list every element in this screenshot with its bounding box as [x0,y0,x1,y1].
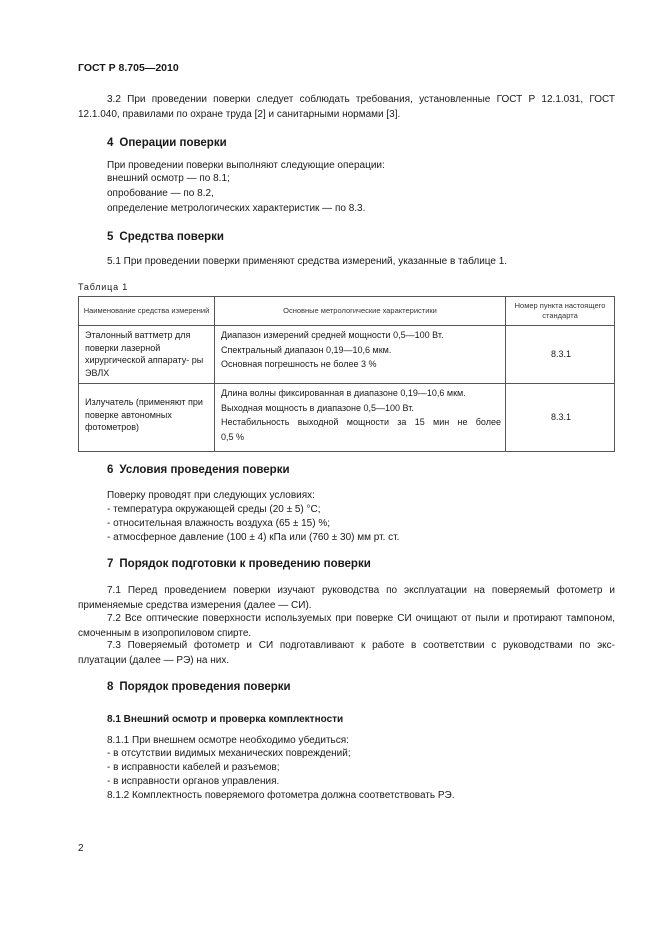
section-5-heading [107,231,224,243]
verification-tools-table [78,296,615,452]
paragraph-5-1: 5.1 При проведении поверки применяют средства измерений, указанные в таблице 1. [107,256,508,267]
section-title: Средства поверки [119,231,224,243]
column-header: Номер пункта настоящего стандарта [506,297,615,326]
list-item: - в исправности кабелей и разъемов; [107,762,280,773]
list-item: - атмосферное давление (100 ± 4) кПа или (760 ± 30) мм рт. ст. [107,532,400,543]
list-item: - в исправности органов управления. [107,776,280,787]
table-caption: Таблица 1 [78,282,128,292]
section-8-heading [107,681,291,693]
section-number: 8 [107,681,114,693]
list-item: опробование — по 8.2, [107,188,214,199]
paragraph-7-2: 7.2 Все оптические поверхности используемых при поверке СИ очищают от пыли и протирают тампоном, смоченным в изопропиловом спирте. [78,613,615,639]
table-cell-name: Излучатель (применяют при поверке автономных фотометров) [79,384,215,452]
list-item: - относительная влажность воздуха (65 ± 15) %; [107,518,331,529]
spec-line: Спектральный диапазон 0,19—10,6 мкм. [221,344,392,355]
page-number: 2 [78,843,84,854]
list-item: 8.1.2 Комплектность поверяемого фотометра должна соответствовать РЭ. [107,790,455,801]
section-number: 5 [107,231,114,243]
section-7-heading [107,558,371,570]
list-item: 8.1.1 При внешнем осмотре необходимо убедиться: [107,735,349,746]
list-item: определение метрологических характеристик — по 8.3. [107,203,366,214]
table-header-row [79,297,615,326]
section-number: 4 [107,137,114,149]
list-item: Поверку проводят при следующих условиях: [107,490,315,501]
paragraph-7-3: 7.3 Поверяемый фотометр и СИ подготавливают к работе в соответствии с руководствами по экс- плуатации (далее — РЭ) на них. [78,640,615,666]
spec-line: Диапазон измерений средней мощности 0,5—100 Вт. [221,330,444,340]
spec-line: Выходная мощность в диапазоне 0,5—100 Вт. [221,402,414,413]
spec-line: Основная погрешность не более 3 % [221,359,377,369]
section-4-heading [107,137,227,149]
table-cell-specs [215,384,506,452]
subsection-8-1-heading: 8.1 Внешний осмотр и проверка комплектности [107,714,344,725]
list-item: - температура окружающей среды (20 ± 5) °С; [107,504,321,515]
section-number: 6 [107,464,114,476]
section-title: Операции поверки [119,137,227,149]
list-item: При проведении поверки выполняют следующие операции: [107,160,385,171]
document-header: ГОСТ Р 8.705—2010 [78,62,179,74]
section-title: Порядок подготовки к проведению поверки [119,558,371,570]
spec-line: Нестабильность выходной мощности за 15 мин не более [221,417,501,427]
spec-line: 0,5 % [221,431,245,442]
table-cell-clause: 8.3.1 [506,384,615,452]
section-title: Порядок проведения поверки [119,681,291,693]
table-row [79,326,615,384]
section-title: Условия проведения поверки [119,464,290,476]
paragraph-7-1: 7.1 Перед проведением поверки изучают руководства по эксплуатации на поверяемый фотометр и применяемые средства измерения (далее — СИ). [78,585,615,611]
spec-line: Длина волны фиксированная в диапазоне 0,19—10,6 мкм. [221,388,466,398]
table-row [79,384,615,452]
table-cell-specs [215,326,506,384]
list-item: внешний осмотр — по 8.1; [107,173,230,184]
column-header: Наименование средства измерений [79,297,215,326]
table-cell-clause: 8.3.1 [506,326,615,384]
section-6-heading [107,464,290,476]
column-header: Основные метрологические характеристики [215,297,506,326]
section-number: 7 [107,558,114,570]
list-item: - в отсутствии видимых механических повреждений; [107,748,351,759]
table-cell-name: Эталонный ваттметр для поверки лазерной хирургической аппарату- ры ЭВЛХ [79,326,215,384]
paragraph-3-2: 3.2 При проведении поверки следует соблюдать требования, установленные ГОСТ Р 12.1.031, ГОСТ 12.1.040, правилами по охране труда [2] и санитарными нормами [3]. [78,94,615,120]
